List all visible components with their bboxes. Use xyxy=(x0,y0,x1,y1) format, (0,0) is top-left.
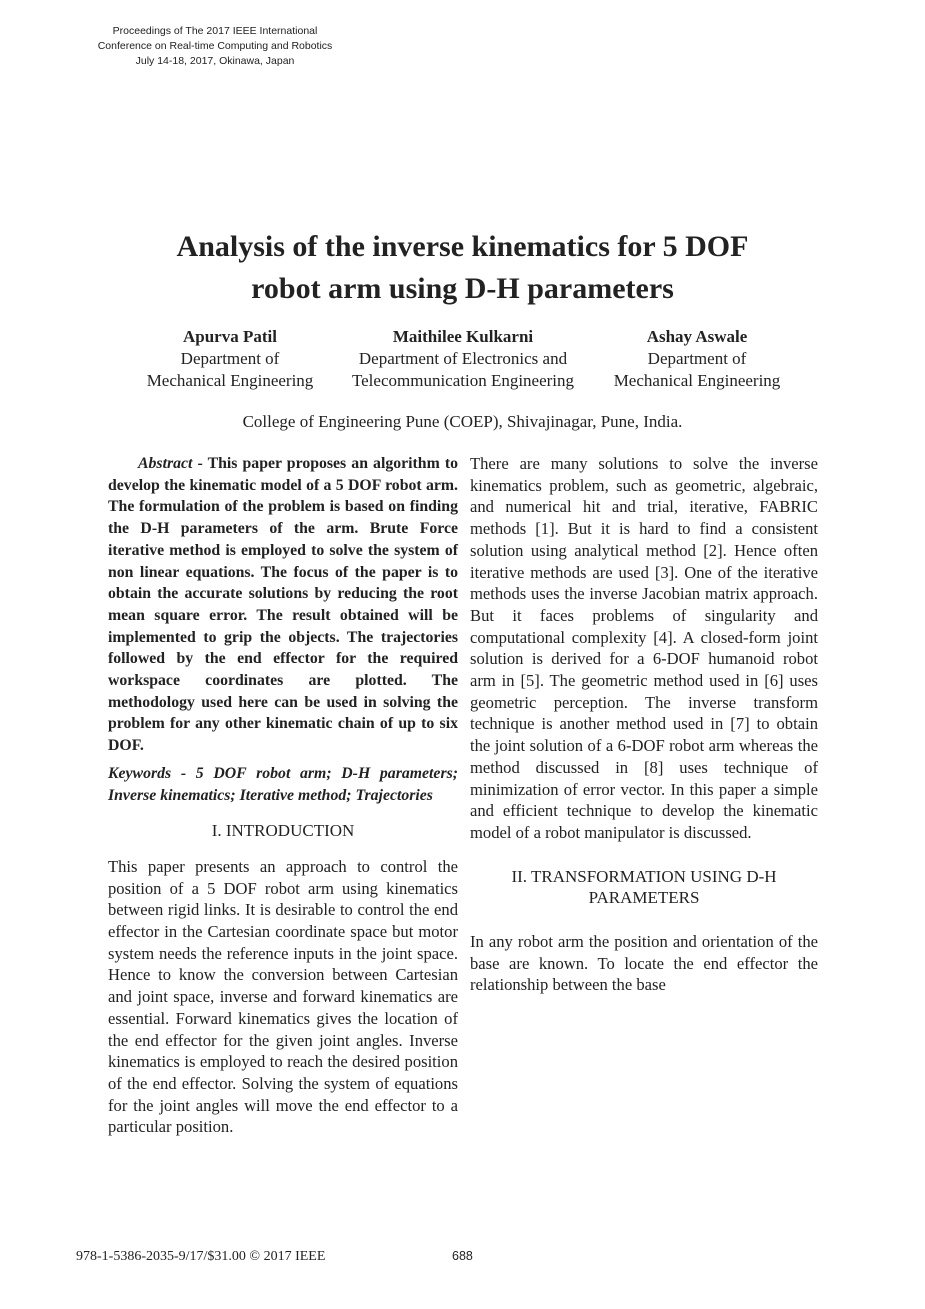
conference-header-line: Conference on Real-time Computing and Robotics xyxy=(97,40,333,52)
author-name: Maithilee Kulkarni xyxy=(392,327,534,346)
body-paragraph: There are many solutions to solve the inverse kinematics problem, such as geometric, algebraic, and numerical hit and trial, iterative, FABRIC methods [1]. But it is hard to find a consistent solution using analytical method [2]. Hence often iterative methods are used [3]. One of the iterative methods uses the inverse Jacobian matrix approach. But it faces problems of singularity and computational complexity [4]. A closed-form joint solution is derived for a 6-DOF humanoid robot arm in [5]. The geometric method used in [6] uses geometric perception. The inverse transform technique is another method used in [7] to obtain the joint solution of a 6-DOF robot arm whereas the method discussed in [8] uses technique of minimization of error vector. In this paper a simple and efficient technique to develop the kinematic model of a robot manipulator is discussed. xyxy=(470,454,818,842)
section-heading: I. INTRODUCTION xyxy=(211,821,355,841)
keywords: Keywords - 5 DOF robot arm; D-H parameters; Inverse kinematics; Iterative method; Trajectories xyxy=(108,764,458,804)
author-department: Mechanical Engineering xyxy=(146,371,314,390)
paper-title-line: robot arm using D-H parameters xyxy=(251,272,674,305)
left-column xyxy=(108,453,458,1138)
author-name: Ashay Aswale xyxy=(646,327,748,346)
author-name: Apurva Patil xyxy=(183,327,277,346)
author-department: Department of Electronics and xyxy=(358,349,568,368)
conference-header-line: Proceedings of The 2017 IEEE International xyxy=(112,25,318,37)
author-block xyxy=(567,326,827,392)
right-column xyxy=(470,453,818,996)
author-department: Department of xyxy=(647,349,747,368)
author-block xyxy=(100,326,360,392)
affiliation: College of Engineering Pune (COEP), Shivajinagar, Pune, India. xyxy=(242,412,683,431)
conference-header xyxy=(90,24,340,69)
section-heading xyxy=(470,866,818,909)
section-heading-line: II. TRANSFORMATION USING D-H xyxy=(511,866,777,886)
author-department: Department of xyxy=(180,349,280,368)
abstract-label: Abstract xyxy=(138,455,193,472)
abstract xyxy=(108,453,458,757)
author-block xyxy=(333,326,593,392)
body-paragraph: In any robot arm the position and orientation of the base are known. To locate the end effector the relationship between the base xyxy=(470,932,818,995)
abstract-text: - This paper proposes an algorithm to develop the kinematic model of a 5 DOF robot arm. The formulation of the problem is based on finding the D-H parameters of the arm. Brute Force iterative method is employed to solve the system of non linear equations. The focus of the paper is to obtain the accurate solutions by reducing the root mean square error. The result obtained will be implemented to grip the objects. The trajectories followed by the end effector for the required workspace coordinates are plotted. The methodology used here can be used in solving the problem for any other kinematic chain of up to six DOF. xyxy=(108,455,458,755)
page-number: 688 xyxy=(452,1249,473,1263)
body-paragraph: This paper presents an approach to control the position of a 5 DOF robot arm using kinematics between rigid links. It is desirable to control the end effector in the Cartesian coordinate space but motor system needs the reference inputs in the joint space. Hence to know the conversion between Cartesian and joint space, inverse and forward kinematics are essential. Forward kinematics gives the location of the end effector for the given joint angles. Inverse kinematics is employed to reach the desired position of the end effector. Solving the system of equations for the joint angles will move the end effector to a particular position. xyxy=(108,856,458,1137)
author-department: Telecommunication Engineering xyxy=(351,371,575,390)
paper-title xyxy=(60,226,865,310)
paper-title-line: Analysis of the inverse kinematics for 5 DOF xyxy=(176,230,749,263)
author-department: Mechanical Engineering xyxy=(613,371,781,390)
section-heading-line: PARAMETERS xyxy=(588,888,700,908)
conference-header-line: July 14-18, 2017, Okinawa, Japan xyxy=(135,55,295,67)
footer-isbn: 978-1-5386-2035-9/17/$31.00 © 2017 IEEE xyxy=(76,1249,326,1264)
